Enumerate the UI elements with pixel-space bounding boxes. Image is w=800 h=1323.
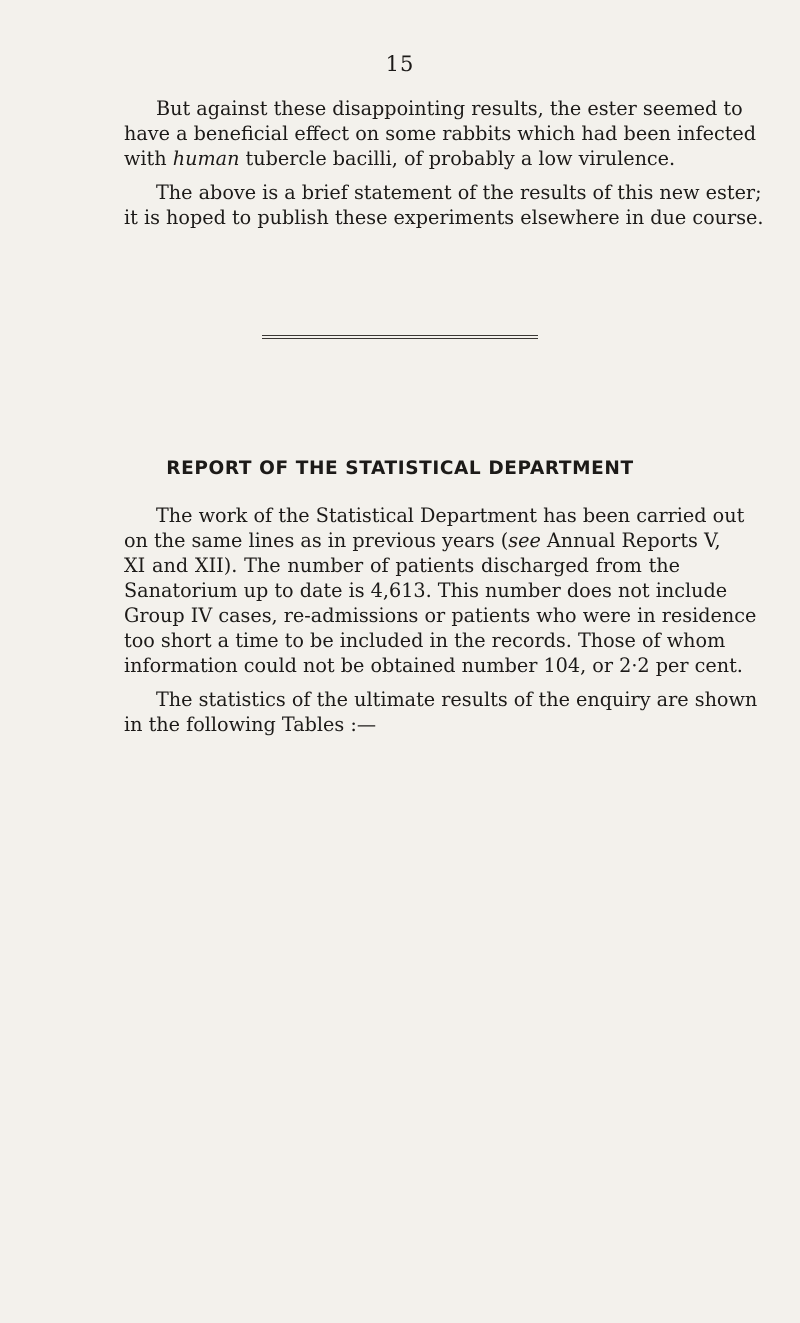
paragraph-tables-intro bbox=[124, 687, 758, 737]
italic-term: human bbox=[172, 147, 240, 170]
section-heading: REPORT OF THE STATISTICAL DEPARTMENT bbox=[166, 458, 634, 479]
section-divider bbox=[262, 335, 538, 339]
italic-term: see bbox=[508, 529, 541, 552]
text-line: The work of the Statistical Department has been carried out bbox=[156, 504, 745, 527]
text-line: But against these disappointing results, the ester seemed to bbox=[156, 97, 743, 120]
text-line: The statistics of the ultimate results of the enquiry are shown bbox=[156, 688, 758, 711]
text-line: XI and XII). The number of patients discharged from the bbox=[124, 554, 680, 577]
paragraph-statistical-work bbox=[124, 503, 757, 678]
text-line: information could not be obtained number 104, or 2·2 per cent. bbox=[124, 654, 743, 677]
paragraph-ester-results bbox=[124, 96, 757, 171]
text-line: too short a time to be included in the records. Those of whom bbox=[124, 629, 726, 652]
page-number: 15 bbox=[385, 52, 415, 76]
text-line: it is hoped to publish these experiments elsewhere in due course. bbox=[124, 206, 764, 229]
text-line: Group IV cases, re-admissions or patients who were in residence bbox=[124, 604, 757, 627]
text-line: in the following Tables :— bbox=[124, 713, 377, 736]
text-line: with human tubercle bacilli, of probably a low virulence. bbox=[124, 147, 676, 170]
text-line: have a beneficial effect on some rabbits which had been infected bbox=[124, 122, 757, 145]
text-line: The above is a brief statement of the results of this new ester; bbox=[156, 181, 762, 204]
text-line: on the same lines as in previous years (see Annual Reports V, bbox=[124, 529, 721, 552]
paragraph-brief-statement bbox=[124, 180, 764, 230]
text-line: Sanatorium up to date is 4,613. This number does not include bbox=[124, 579, 728, 602]
